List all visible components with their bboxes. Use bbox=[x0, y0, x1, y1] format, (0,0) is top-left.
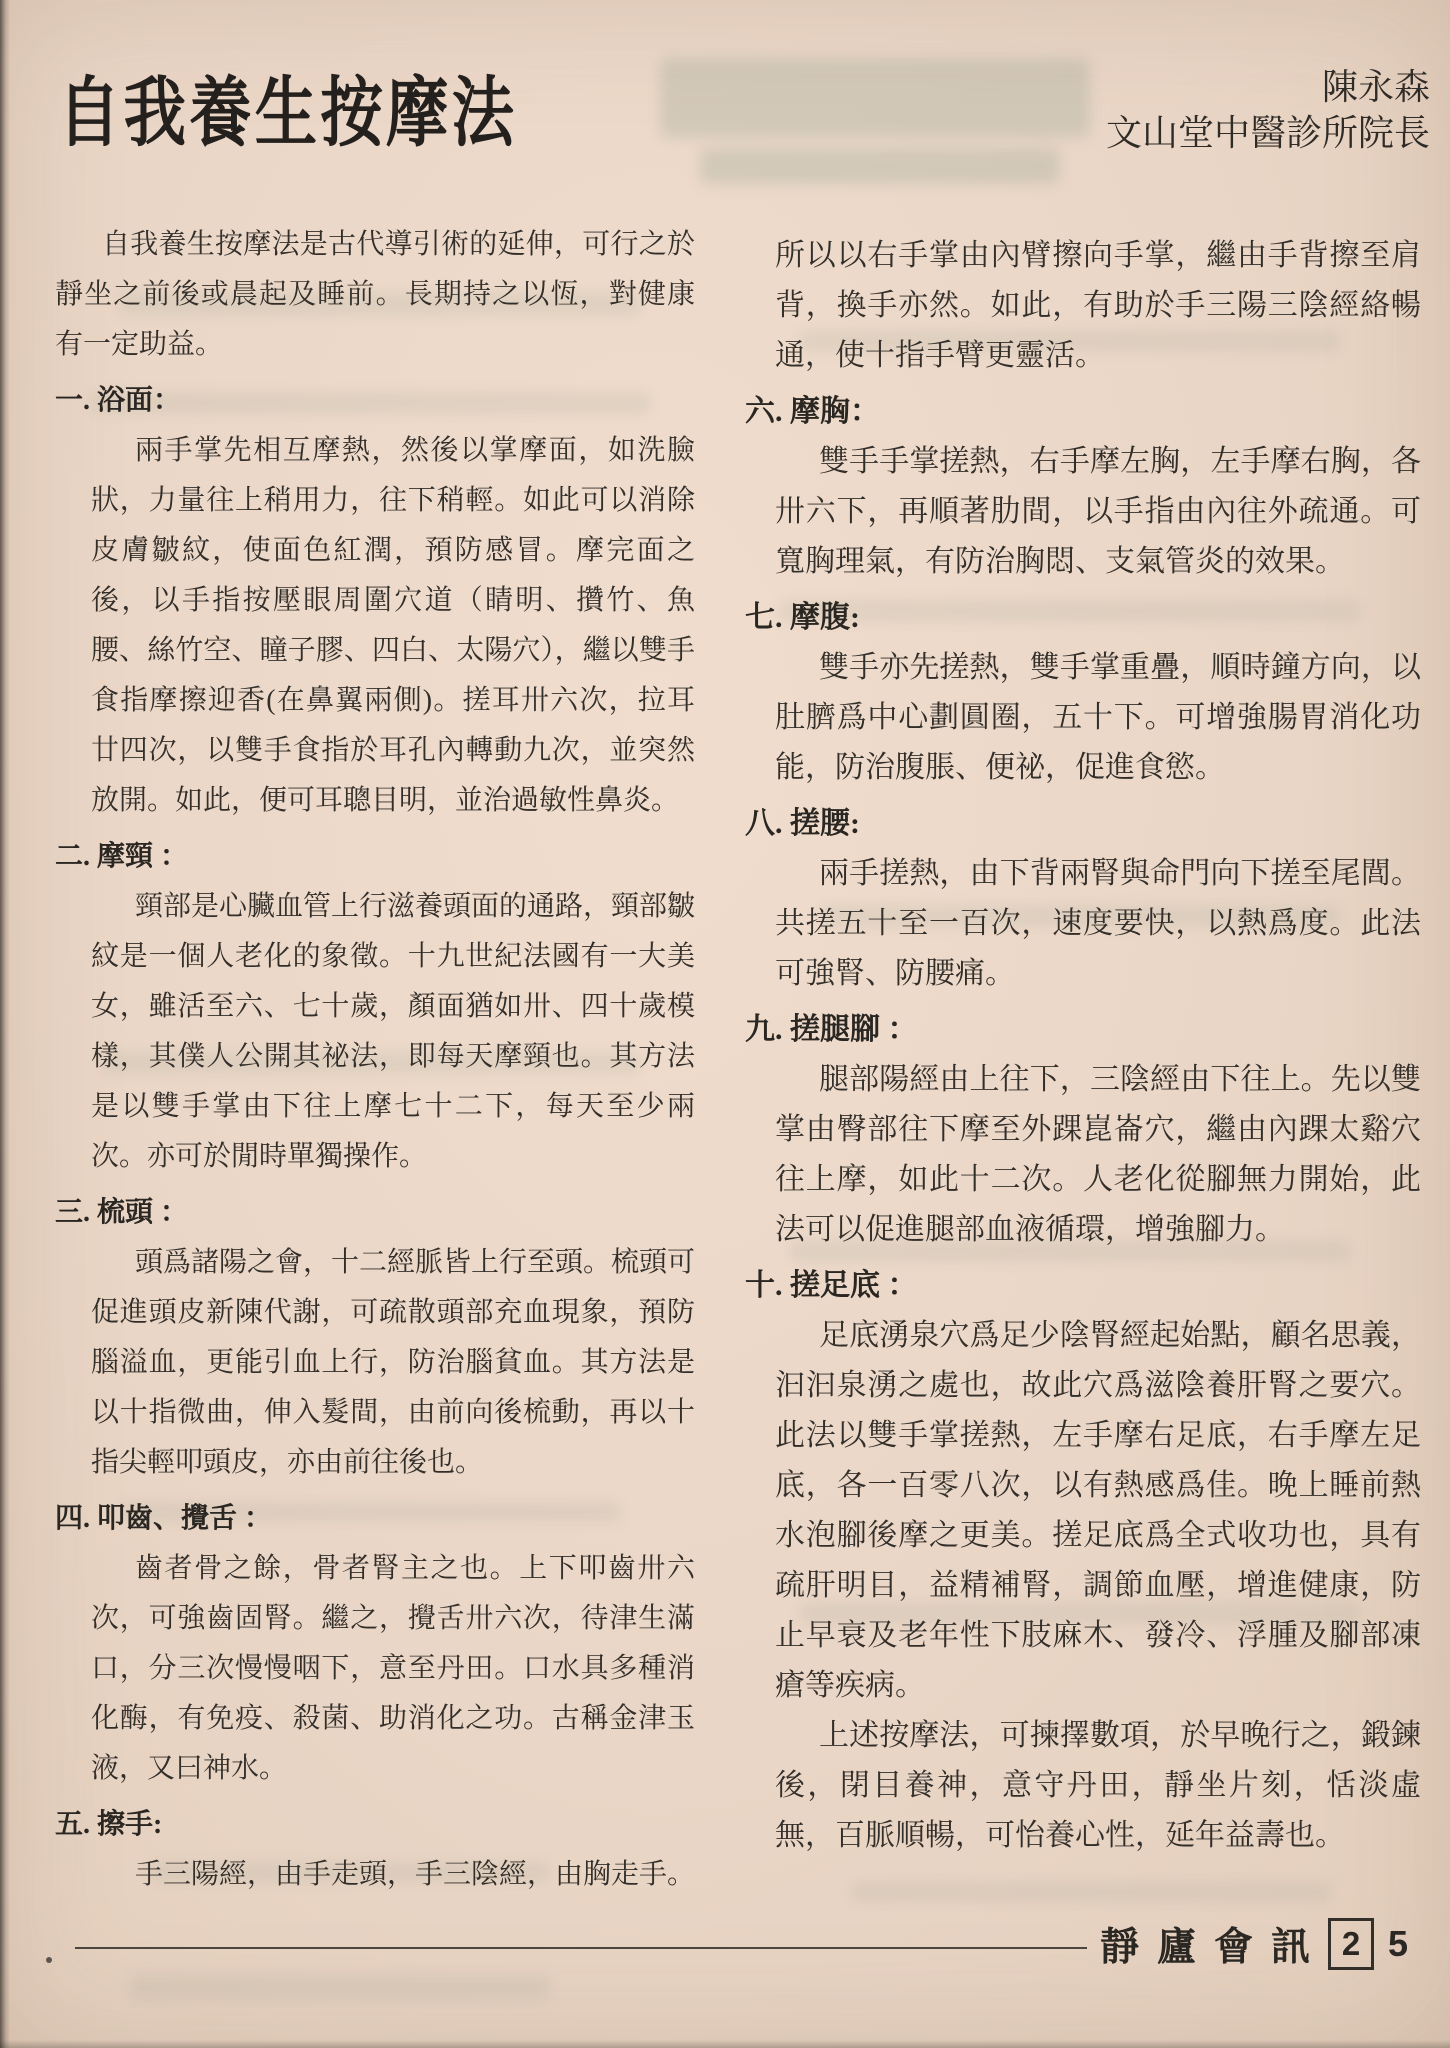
footer-rule bbox=[75, 1947, 1087, 1949]
section-body-yumian: 兩手掌先相互摩熱，然後以掌摩面，如洗臉狀，力量往上稍用力，往下稍輕。如此可以消除皮膚皺紋，使面色紅潤，預防感冒。摩完面之後，以手指按壓眼周圍穴道（睛明、攢竹、魚腰、絲竹空、瞳子膠、四白、太陽穴），繼以雙手食指摩擦迎香(在鼻翼兩側)。搓耳卅六次，拉耳廿四次，以雙手食指於耳孔內轉動九次，並突然放開。如此，便可耳聰目明，並治過敏性鼻炎。 bbox=[91, 435, 695, 816]
section-heading-yumian: 一. 浴面： bbox=[55, 385, 182, 416]
section-heading-mofu: 七. 摩腹: bbox=[745, 601, 860, 634]
scan-edge-shadow-bottom bbox=[0, 2040, 1450, 2048]
issue-number-box: 2 bbox=[1328, 1918, 1374, 1970]
section-heading-cashou: 五. 擦手: bbox=[55, 1809, 163, 1840]
right-column bbox=[745, 231, 1421, 1861]
section-body-cuoyao: 兩手搓熱，由下背兩腎與命門向下搓至尾閭。共搓五十至一百次，速度要快，以熱爲度。此法可強腎、防腰痛。 bbox=[775, 857, 1421, 990]
section-body-cashou: 手三陽經，由手走頭，手三陰經，由胸走手。 bbox=[135, 1859, 696, 1890]
section-body-shutou: 頭爲諸陽之會，十二經脈皆上行至頭。梳頭可促進頭皮新陳代謝，可疏散頭部充血現象，預防腦溢血，更能引血上行，防治腦貧血。其方法是以十指微曲，伸入髮間，由前向後梳動，再以十指尖輕叩頭皮，亦由前往後也。 bbox=[91, 1247, 696, 1478]
author-block bbox=[1106, 64, 1430, 156]
section-cashou-continuation: 所以以右手掌由內臂擦向手掌，繼由手背擦至肩背，換手亦然。如此，有助於手三陽三陰經絡暢通，使十指手臂更靈活。 bbox=[775, 239, 1421, 372]
page-footer bbox=[1100, 1916, 1408, 1972]
author-name: 陳永森 bbox=[1321, 67, 1430, 107]
scan-edge-shadow bbox=[0, 0, 10, 2048]
left-column bbox=[55, 220, 695, 1900]
intro-paragraph: 自我養生按摩法是古代導引術的延伸，可行之於靜坐之前後或晨起及睡前。長期持之以恆，對健康有一定助益。 bbox=[55, 229, 695, 360]
author-affiliation: 文山堂中醫診所院長 bbox=[1105, 113, 1430, 153]
section-body-moxiong: 雙手手掌搓熱，右手摩左胸，左手摩右胸，各卅六下，再順著肋間，以手指由內往外疏通。可寬胸理氣，有防治胸悶、支氣管炎的效果。 bbox=[775, 445, 1421, 578]
footer-dot-mark bbox=[46, 1957, 52, 1963]
article-title: 自我養生按摩法 bbox=[58, 72, 518, 156]
section-heading-shutou: 三. 梳頭 ： bbox=[55, 1197, 189, 1228]
bleedthrough-artifact bbox=[660, 58, 1090, 138]
section-heading-kouchi-jiaoshe: 四. 叩齒、攪舌 ： bbox=[55, 1503, 273, 1534]
section-body-cuotuijiao: 腿部陽經由上往下，三陰經由下往上。先以雙掌由臀部往下摩至外踝崑崙穴，繼由內踝太谿穴往上摩，如此十二次。人老化從腳無力開始，此法可以促進腿部血液循環，增強腳力。 bbox=[775, 1063, 1421, 1246]
section-heading-cuotuijiao: 九. 搓腿腳 ： bbox=[745, 1013, 918, 1046]
section-heading-moxiong: 六. 摩胸： bbox=[745, 395, 880, 428]
bleedthrough-artifact bbox=[130, 1975, 550, 1999]
section-body-kouchi-jiaoshe: 齒者骨之餘，骨者腎主之也。上下叩齒卅六次，可強齒固腎。繼之，攪舌卅六次，待津生滿口，分三次慢慢咽下，意至丹田。口水具多種消化酶，有免疫、殺菌、助消化之功。古稱金津玉液，又曰神水。 bbox=[91, 1553, 695, 1784]
bleedthrough-artifact bbox=[850, 1882, 1330, 1902]
journal-title: 靜廬會訊 bbox=[1100, 1926, 1329, 1969]
section-heading-mojing: 二. 摩頸 ： bbox=[55, 841, 189, 872]
section-heading-cuoyao: 八. 搓腰: bbox=[745, 807, 860, 840]
section-body-mojing: 頸部是心臟血管上行滋養頭面的通路，頸部皺紋是一個人老化的象徵。十九世紀法國有一大美女，雖活至六、七十歲，顏面猶如卅、四十歲模樣，其僕人公開其祕法，即每天摩頸也。其方法是以雙手掌由下往上摩七十二下，每天至少兩次。亦可於閒時單獨操作。 bbox=[91, 891, 696, 1172]
section-body-mofu: 雙手亦先搓熱，雙手掌重疊，順時鐘方向，以肚臍爲中心劃圓圈，五十下。可增強腸胃消化功能，防治腹脹、便祕，促進食慾。 bbox=[775, 651, 1421, 784]
bleedthrough-artifact bbox=[700, 148, 1060, 184]
section-heading-cuozudi: 十. 搓足底 ： bbox=[745, 1269, 918, 1302]
section-body-cuozudi: 足底湧泉穴爲足少陰腎經起始點，顧名思義，汩汩泉湧之處也，故此穴爲滋陰養肝腎之要穴。此法以雙手掌搓熱，左手摩右足底，右手摩左足底，各一百零八次，以有熱感爲佳。晚上睡前熱水泡腳後摩之更美。搓足底爲全式收功也，具有疏肝明目，益精補腎，調節血壓，增進健康，防止早衰及老年性下肢麻木、發冷、浮腫及腳部凍瘡等疾病。 bbox=[775, 1319, 1421, 1702]
closing-paragraph: 上述按摩法，可揀擇數項，於早晚行之，鍛鍊後，閉目養神，意守丹田，靜坐片刻，恬淡虛無，百脈順暢，可怡養心性，延年益壽也。 bbox=[775, 1719, 1421, 1852]
page-number: 5 bbox=[1388, 1923, 1409, 1964]
